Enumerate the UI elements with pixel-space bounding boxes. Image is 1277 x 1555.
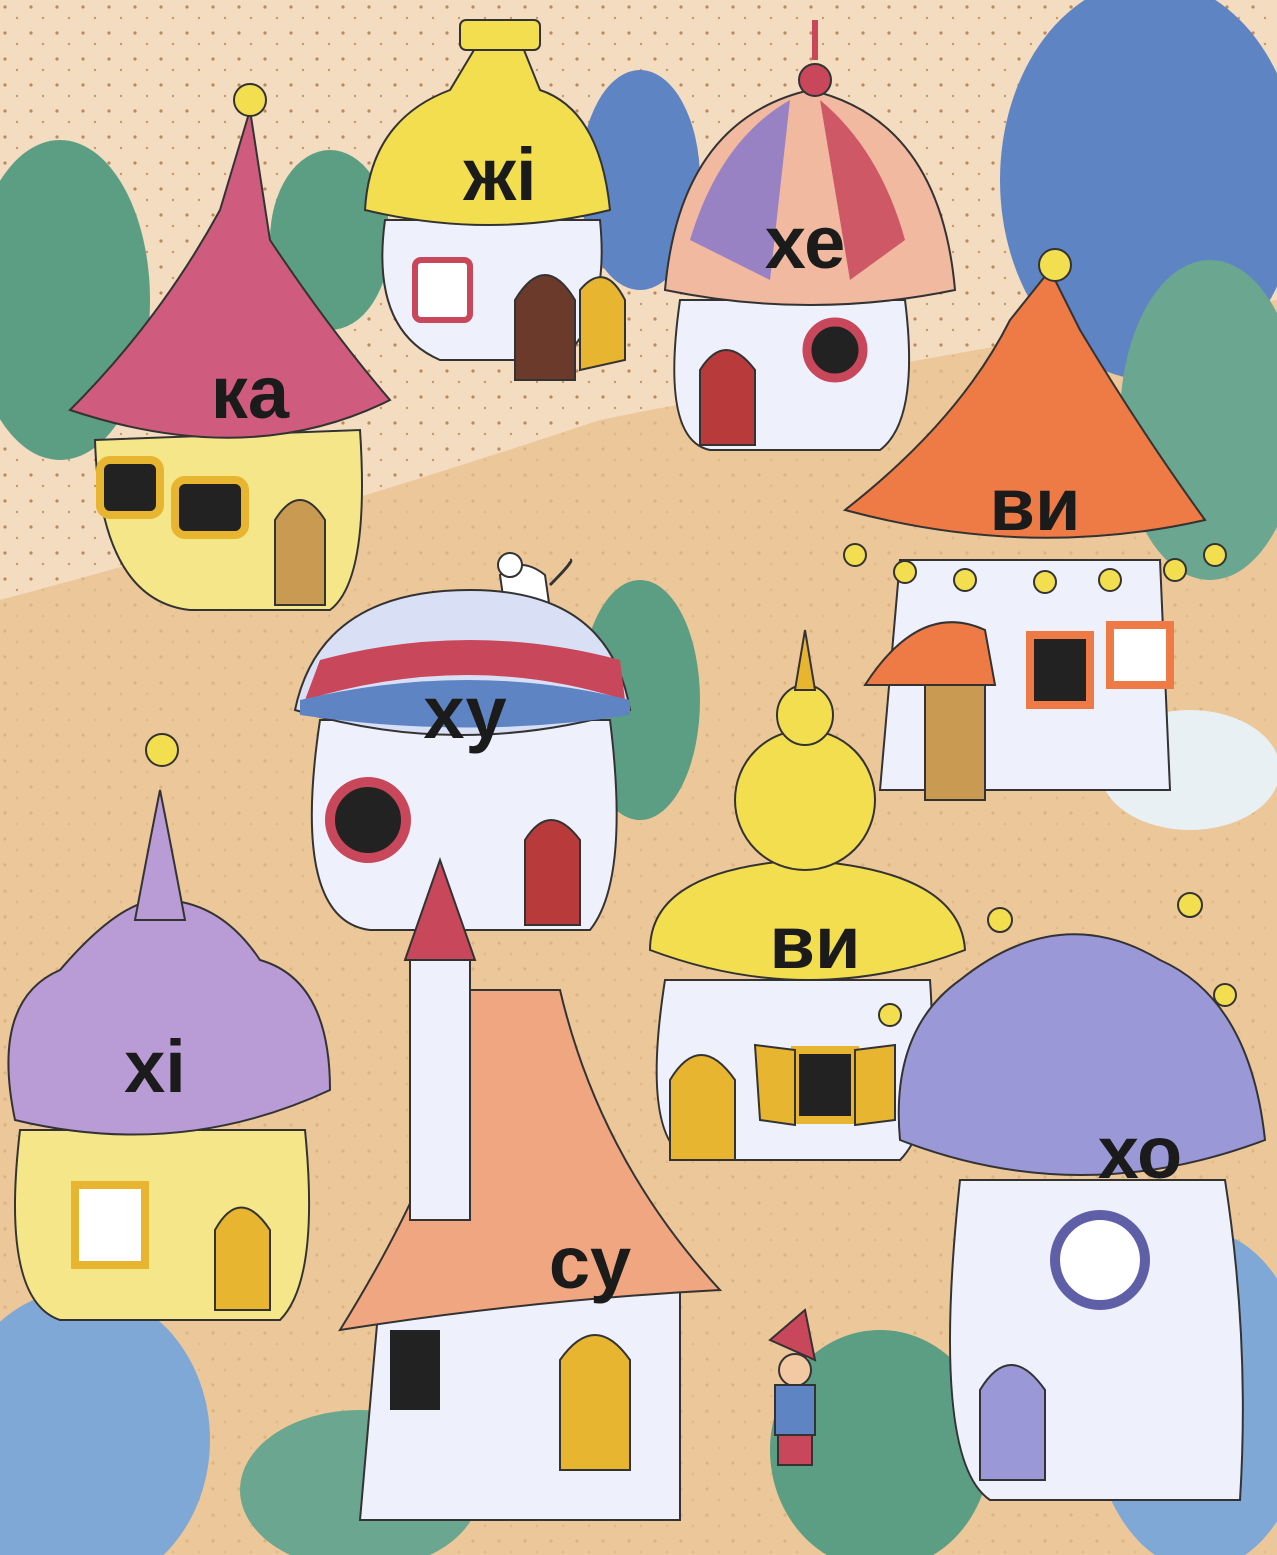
- syllable-su: су: [548, 1221, 632, 1304]
- syllable-vy-top: ви: [989, 463, 1081, 546]
- syllable-zhi: жі: [463, 133, 537, 216]
- syllable-khu: ху: [423, 671, 507, 754]
- syllable-ka: ка: [210, 351, 290, 434]
- syllable-kho: хо: [1097, 1111, 1183, 1194]
- syllable-vy-mid: ви: [769, 901, 861, 984]
- syllable-khe: хе: [764, 201, 846, 284]
- house-khu: [295, 590, 630, 930]
- syllable-khi: хі: [124, 1025, 186, 1108]
